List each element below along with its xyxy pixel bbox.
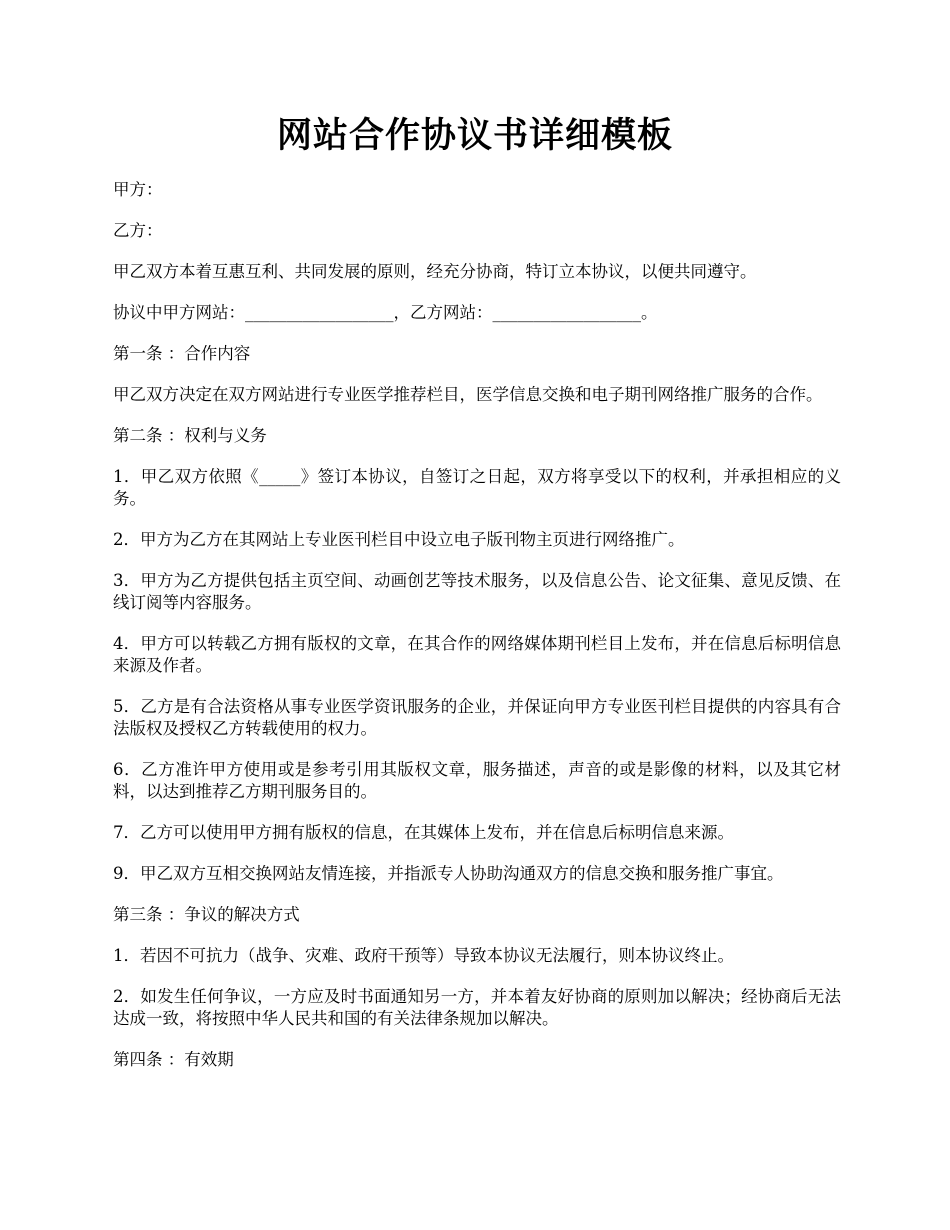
article-2-heading: 第二条 ：权利与义务	[113, 426, 267, 445]
clause-paragraph: 3．甲方为乙方提供包括主页空间、动画创艺等技术服务，以及信息公告、论文征集、意见反馈、在线订阅等内容服务。	[113, 571, 841, 612]
article-3-heading: 第三条 ：争议的解决方式	[113, 905, 300, 924]
clause-paragraph: 2．甲方为乙方在其网站上专业医刊栏目中设立电子版刊物主页进行网络推广。	[113, 530, 685, 549]
clause-paragraph: 5．乙方是有合法资格从事专业医学资讯服务的企业，并保证向甲方专业医刊栏目提供的内容具有合法版权及授权乙方转载使用的权力。	[113, 697, 841, 738]
party-b-line: 乙方：	[113, 221, 163, 240]
preamble-paragraph: 甲乙双方本着互惠互利、共同发展的原则，经充分协商，特订立本协议，以便共同遵守。	[113, 262, 757, 281]
article-4-heading: 第四条 ：有效期	[113, 1050, 234, 1069]
clause-paragraph: 4．甲方可以转载乙方拥有版权的文章，在其合作的网络媒体期刊栏目上发布，并在信息后标明信息来源及作者。	[113, 634, 841, 675]
websites-line: 协议中甲方网站：__________________，乙方网站：__________________。	[113, 303, 658, 322]
party-a-line: 甲方：	[113, 180, 163, 199]
clause-paragraph: 1．甲乙双方依照《_____》签订本协议，自签订之日起，双方将享受以下的权利，并承担相应的义务。	[113, 467, 841, 508]
article-1-paragraph: 甲乙双方决定在双方网站进行专业医学推荐栏目，医学信息交换和电子期刊网络推广服务的合作。	[113, 385, 823, 404]
clause-paragraph: 7．乙方可以使用甲方拥有版权的信息，在其媒体上发布，并在信息后标明信息来源。	[113, 823, 734, 842]
clause-paragraph: 9．甲乙双方互相交换网站友情连接，并指派专人协助沟通双方的信息交换和服务推广事宜。	[113, 864, 784, 883]
clause-paragraph: 1．若因不可抗力（战争、灾难、政府干预等）导致本协议无法履行，则本协议终止。	[113, 946, 734, 965]
document-title: 网站合作协议书详细模板	[276, 115, 673, 156]
article-1-heading: 第一条 ：合作内容	[113, 344, 251, 363]
document-body	[113, 179, 841, 1090]
clause-paragraph: 2．如发生任何争议，一方应及时书面通知另一方，并本着友好协商的原则加以解决；经协商后无法达成一致，将按照中华人民共和国的有关法律条规加以解决。	[113, 987, 841, 1028]
clause-paragraph: 6．乙方准许甲方使用或是参考引用其版权文章，服务描述，声音的或是影像的材料，以及其它材料，以达到推荐乙方期刊服务目的。	[113, 760, 841, 801]
